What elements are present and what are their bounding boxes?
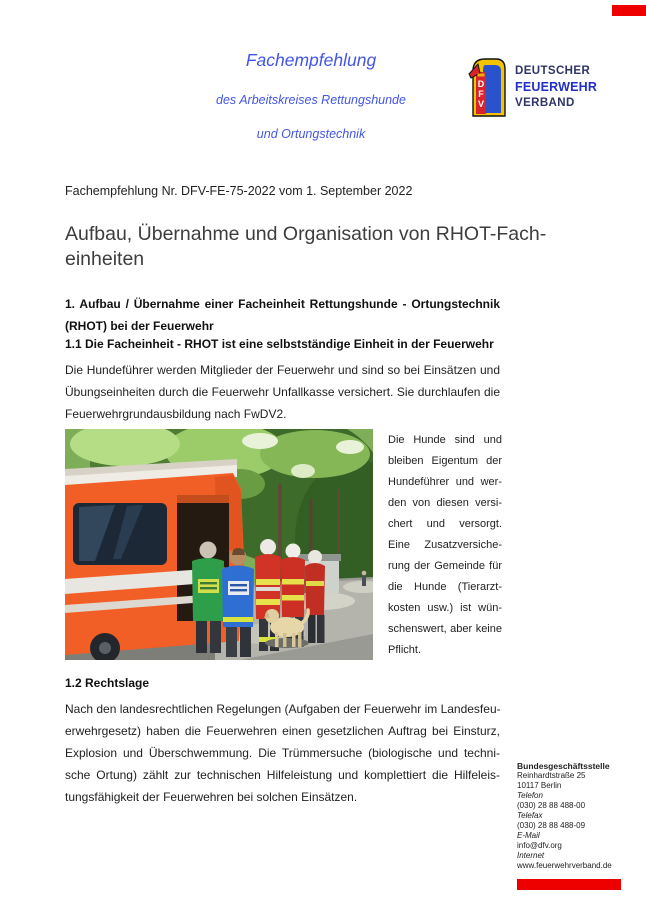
section-1-1-heading: 1.1 Die Facheinheit - RHOT ist eine selbstständige Einheit in der Feuerwehr	[65, 337, 494, 351]
logo-word-feuerwehr: FEUERWEHR	[515, 80, 598, 94]
contact-city: 10117 Berlin	[517, 781, 562, 790]
logo-word-verband: VERBAND	[515, 97, 575, 109]
contact-fax-label: Telefax	[517, 811, 543, 820]
section-1-2-body: Nach den landesrechtlichen Regelungen (Aufgaben der Feuerwehr im Landesfeu- erwehrgesetz) haben die Feuerwehren einen gesetzlichen Auftrag bei Einsturz, Explosion und Überschwemmung. Die Trümmersuche (biologische und techni- sche Ortung) zählt zur technischen Hilfeleistung und komplettiert die Hilfeleis- tungsfähigkeit der Feuerwehren bei solchen Einsätzen.	[65, 702, 501, 804]
corner-mark-red	[612, 5, 646, 16]
contact-phone-number: (030) 28 88 488-00	[517, 801, 586, 810]
contact-email-label: E-Mail	[517, 831, 540, 840]
contact-fax-number: (030) 28 88 488-09	[517, 821, 586, 830]
photo-rescue-dog-team	[65, 429, 373, 660]
contact-block	[517, 761, 612, 871]
letterhead-title: Fachempfehlung	[245, 50, 377, 70]
section-1-heading: 1. Aufbau / Übernahme einer Facheinheit Rettungshunde - Ortungstechnik (RHOT) bei der Feuerwehr	[65, 297, 500, 333]
letterhead-subtitle-2: und Ortungstechnik	[256, 127, 366, 141]
dfv-logo-icon	[468, 56, 508, 118]
letterhead-subtitle-1: des Arbeitskreises Rettungshunde	[216, 93, 406, 107]
section-1-1-body: Die Hundeführer werden Mitglieder der Feuerwehr und sind so bei Einsätzen und Übungseinheiten durch die Feuerwehr Unfallkasse versichert. Sie durchlaufen die Feuerwehrgrundausbildung nach FwDV2.	[65, 363, 500, 421]
logo-word-deutscher: DEUTSCHER	[515, 65, 591, 77]
svg-text:D: D	[477, 79, 485, 89]
contact-website-url[interactable]: www.feuerwehrverband.de	[517, 861, 612, 870]
document-reference: Fachempfehlung Nr. DFV-FE-75-2022 vom 1. September 2022	[65, 184, 413, 198]
contact-email-address[interactable]: info@dfv.org	[517, 841, 562, 850]
logo-wordmark	[515, 63, 597, 111]
contact-office-name: Bundesgeschäftsstelle	[517, 761, 610, 771]
section-1-2-heading: 1.2 Rechtslage	[65, 676, 150, 690]
svg-text:F: F	[478, 89, 484, 99]
contact-phone-label: Telefon	[517, 791, 543, 800]
document-title: Aufbau, Übernahme und Organisation von RHOT-Fach- einheiten	[65, 223, 547, 270]
footer-red-bar	[517, 879, 621, 890]
contact-street: Reinhardtstraße 25	[517, 771, 586, 780]
contact-internet-label: Internet	[517, 851, 545, 860]
photo-side-paragraph: Die Hunde sind und bleiben Eigentum der Hundeführer und wer- den von diesen versi- chert und versorgt. Eine Zusatzversiche- rung der Gemeinde für die Hunde (Tierarzt- kosten usw.) ist wün- schenswert, aber keine Pflicht.	[388, 434, 502, 656]
svg-text:V: V	[477, 99, 485, 109]
